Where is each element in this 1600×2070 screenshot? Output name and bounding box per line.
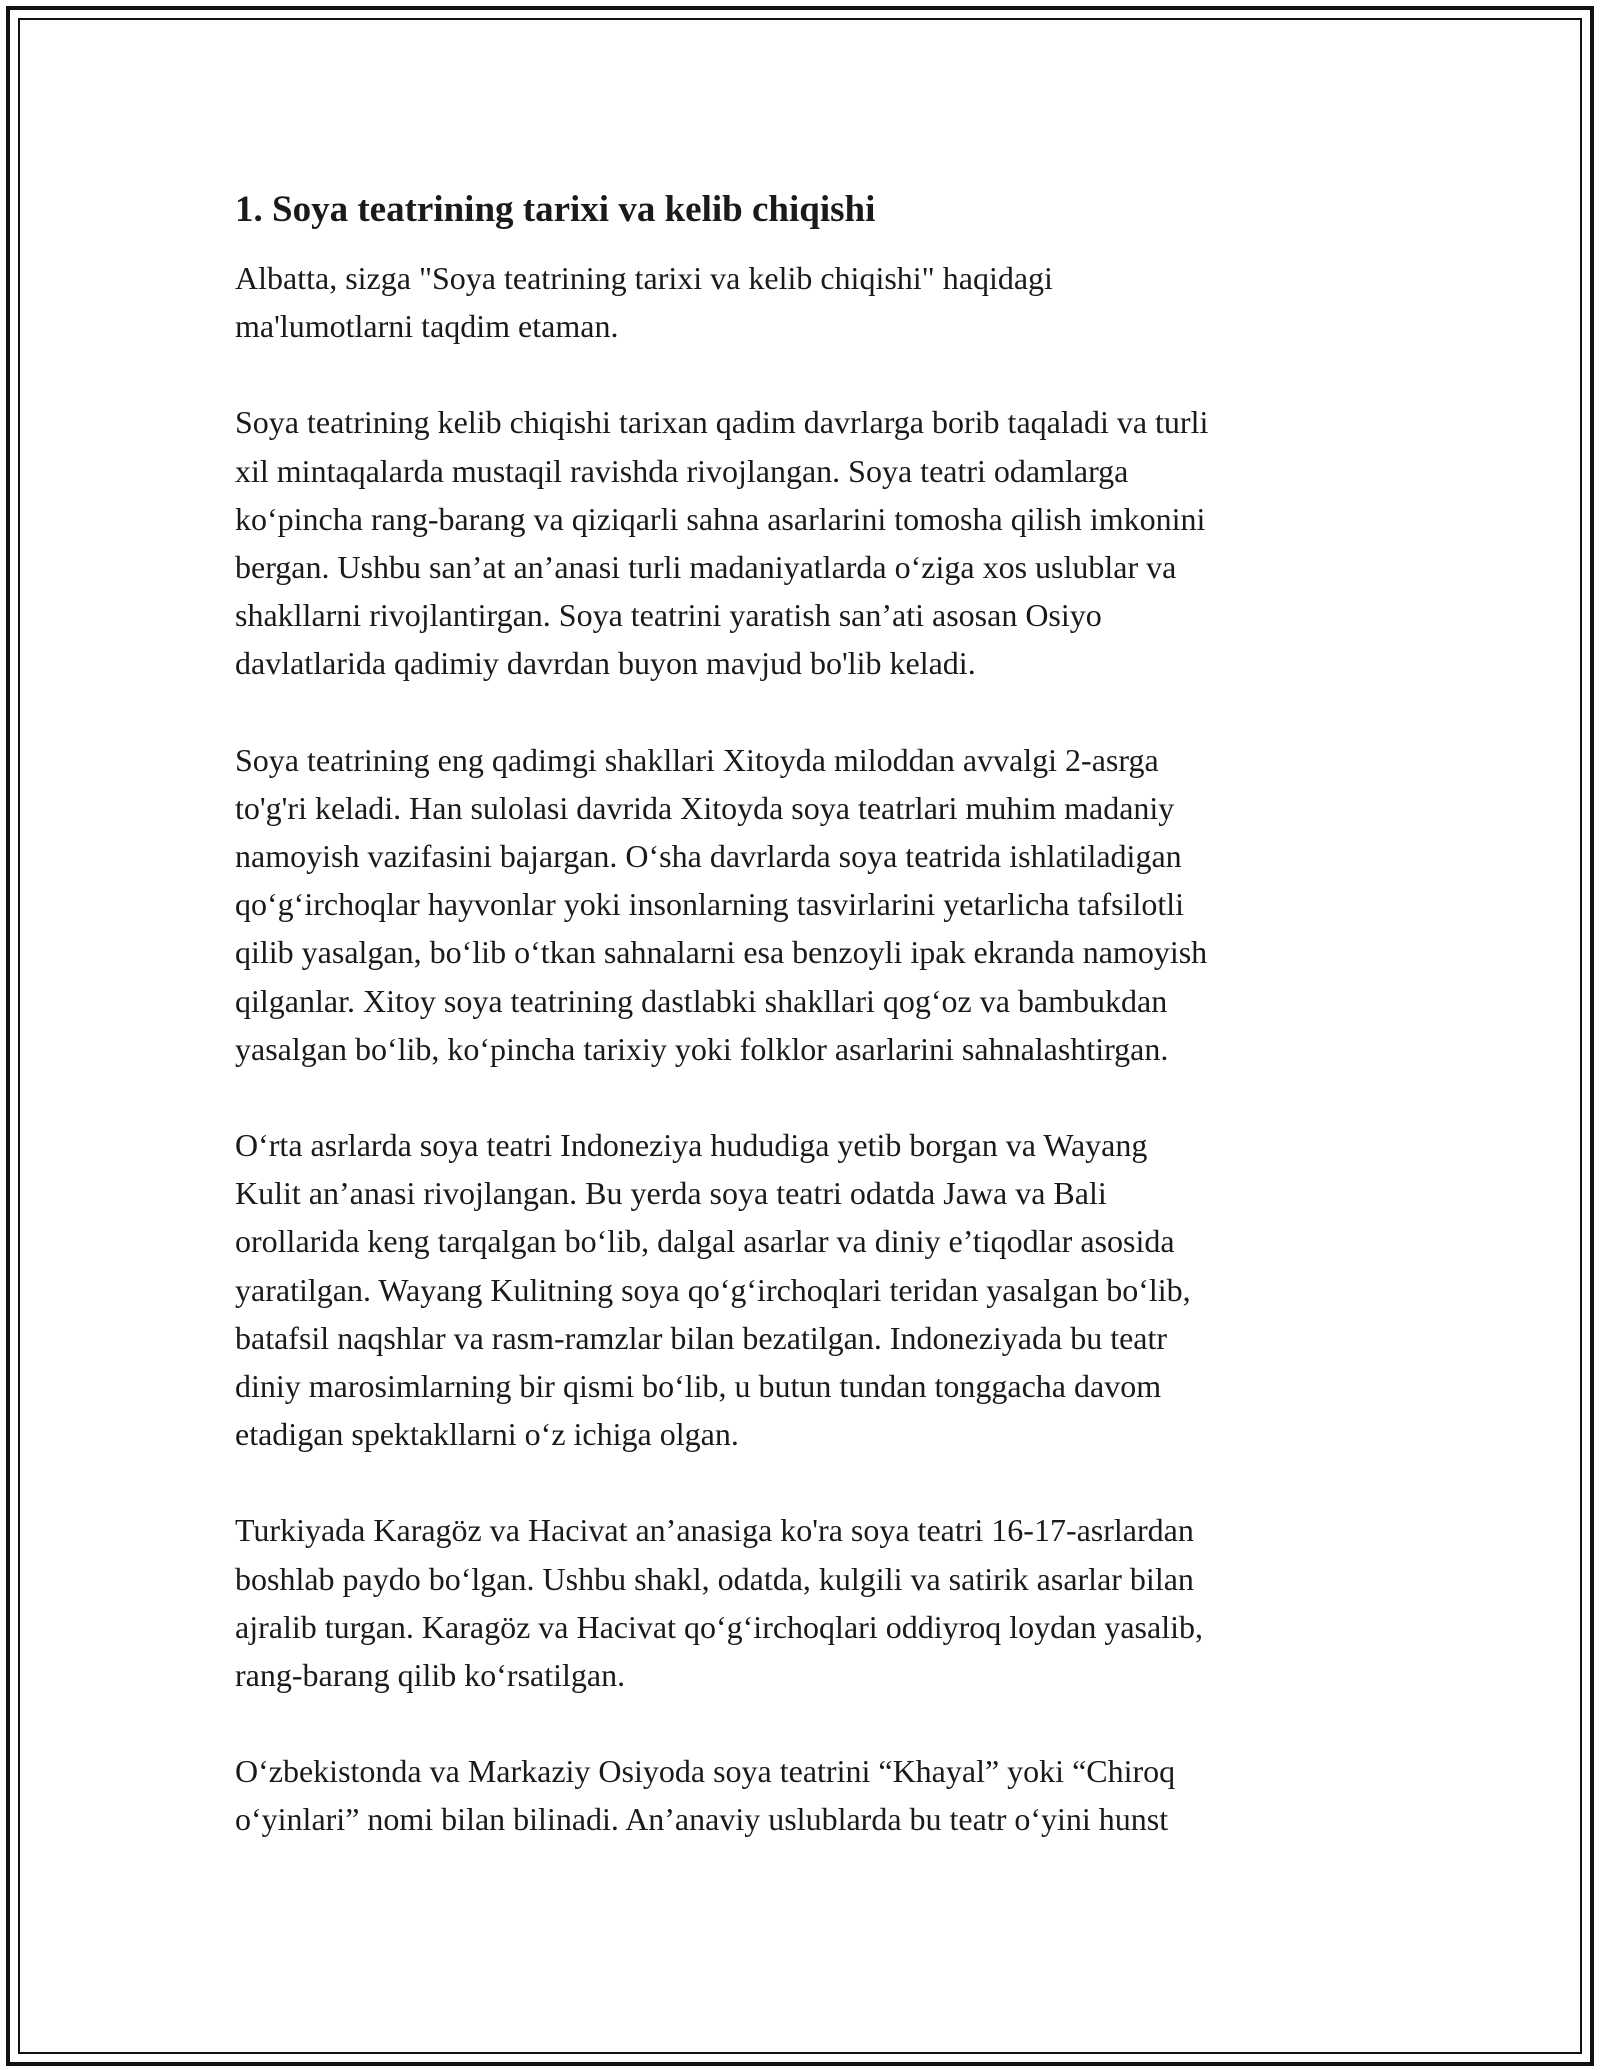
text-line: xil mintaqalarda mustaqil ravishda rivojlangan. Soya teatri odamlarga xyxy=(235,452,1129,489)
text-line: O‘rta asrlarda soya teatri Indoneziya hududiga yetib borgan va Wayang xyxy=(235,1127,1148,1164)
text-line: yaratilgan. Wayang Kulitning soya qo‘g‘irchoqlari teridan yasalgan bo‘lib, xyxy=(235,1271,1191,1308)
text-line: diniy marosimlarning bir qismi bo‘lib, u butun tundan tonggacha davom xyxy=(235,1368,1162,1405)
text-line: boshlab paydo bo‘lgan. Ushbu shakl, odatda, kulgili va satirik asarlar bilan xyxy=(235,1560,1194,1597)
text-line: batafsil naqshlar va rasm-ramzlar bilan bezatilgan. Indoneziyada bu teatr xyxy=(235,1319,1168,1356)
text-line: ajralib turgan. Karagöz va Hacivat qo‘g‘irchoqlari oddiyroq loydan yasalib, xyxy=(235,1608,1203,1645)
text-line: qilganlar. Xitoy soya teatrining dastlabki shakllari qog‘oz va bambukdan xyxy=(235,982,1168,1019)
paragraph-uzbekistan xyxy=(235,1747,1355,1843)
text-line: etadigan spektakllarni o‘z ichiga olgan. xyxy=(235,1416,739,1453)
document-body xyxy=(235,186,1355,1892)
text-line: shakllarni rivojlantirgan. Soya teatrini yaratish san’ati asosan Osiyo xyxy=(235,597,1102,634)
text-line: namoyish vazifasini bajargan. O‘sha davrlarda soya teatrida ishlatiladigan xyxy=(235,838,1182,875)
text-line: yasalgan bo‘lib, ko‘pincha tarixiy yoki folklor asarlarini sahnalashtirgan. xyxy=(235,1030,1169,1067)
paragraph-china xyxy=(235,736,1355,1073)
paragraph-indonesia xyxy=(235,1121,1355,1458)
paragraph-turkey xyxy=(235,1506,1355,1699)
text-line: Albatta, sizga "Soya teatrining tarixi va kelib chiqishi" haqidagi xyxy=(235,260,1053,296)
text-line: rang-barang qilib ko‘rsatilgan. xyxy=(235,1657,626,1694)
paragraph-origins xyxy=(235,398,1355,687)
text-line: qilib yasalgan, bo‘lib o‘tkan sahnalarni esa benzoyli ipak ekranda namoyish xyxy=(235,934,1208,971)
text-line: ma'lumotlarni taqdim etaman. xyxy=(235,308,619,345)
page-title: 1. Soya teatrining tarixi va kelib chiqishi xyxy=(235,189,876,230)
text-line: Soya teatrining kelib chiqishi tarixan qadim davrlarga borib taqaladi va turli xyxy=(235,404,1209,441)
text-line: bergan. Ushbu san’at an’anasi turli madaniyatlarda o‘ziga xos uslublar va xyxy=(235,549,1177,586)
text-line: Turkiyada Karagöz va Hacivat an’anasiga ko'ra soya teatri 16-17-asrlardan xyxy=(235,1512,1194,1549)
text-line: Kulit an’anasi rivojlangan. Bu yerda soya teatri odatda Jawa va Bali xyxy=(235,1175,1107,1212)
text-line: Soya teatrining eng qadimgi shakllari Xitoyda miloddan avvalgi 2-asrga xyxy=(235,741,1159,778)
paragraph-intro xyxy=(235,254,1355,350)
text-line: O‘zbekistonda va Markaziy Osiyoda soya teatrini “Khayal” yoki “Chiroq xyxy=(235,1753,1176,1790)
text-line: qo‘g‘irchoqlar hayvonlar yoki insonlarning tasvirlarini yetarlicha tafsilotli xyxy=(235,886,1185,923)
text-line: to'g'ri keladi. Han sulolasi davrida Xitoyda soya teatrlari muhim madaniy xyxy=(235,789,1175,826)
text-line: ko‘pincha rang-barang va qiziqarli sahna asarlarini tomosha qilish imkonini xyxy=(235,500,1206,537)
text-line: o‘yinlari” nomi bilan bilinadi. An’anaviy uslublarda bu teatr o‘yini hunst xyxy=(235,1801,1169,1838)
text-line: davlatlarida qadimiy davrdan buyon mavjud bo'lib keladi. xyxy=(235,645,976,682)
text-line: orollarida keng tarqalgan bo‘lib, dalgal asarlar va diniy e’tiqodlar asosida xyxy=(235,1223,1175,1260)
